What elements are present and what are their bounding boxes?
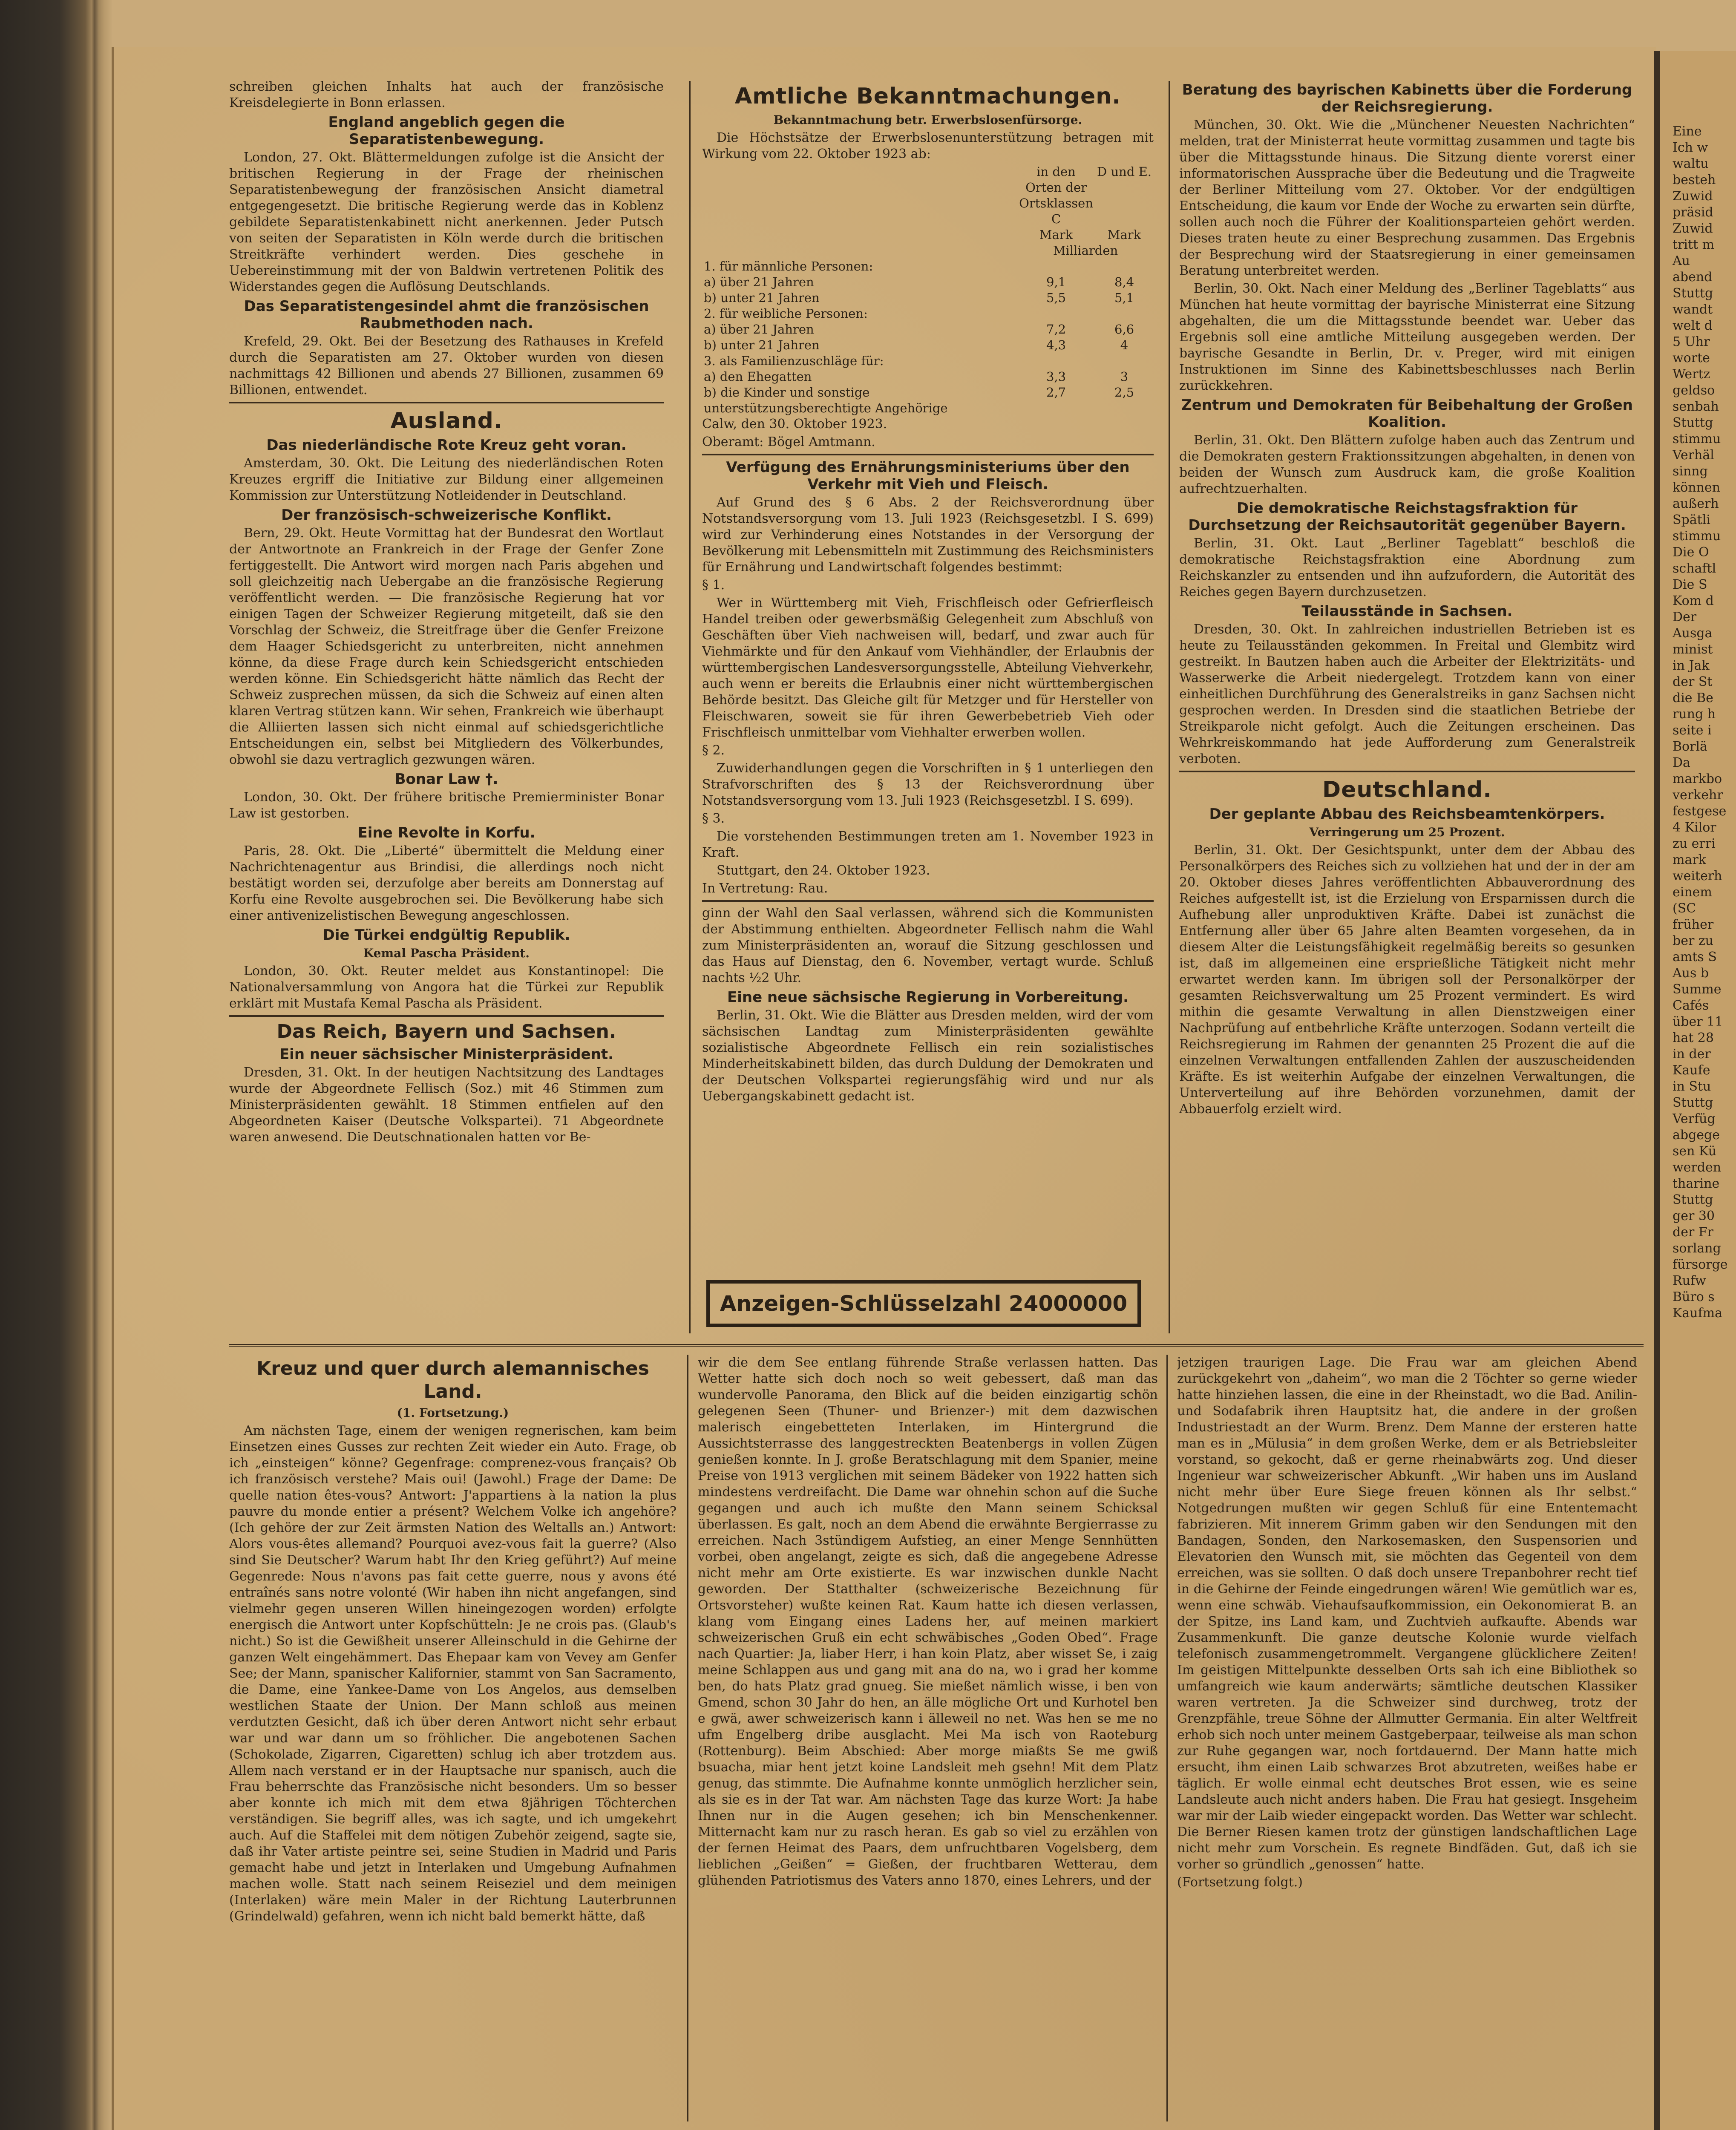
paragraph-1: § 1. bbox=[702, 578, 725, 593]
adjacent-page-edge bbox=[1654, 51, 1736, 2130]
section-amtlich: Amtliche Bekanntmachungen. bbox=[734, 83, 1121, 109]
article-paragraph-2: Zuwiderhandlungen gegen die Vorschriften in § 1 unterliegen den Strafvorschriften des § 13 der Reichsverordnung über Notstandsversorgung vom 13. Juli 1923 (Reichsgesetzbl. I S. 699). bbox=[702, 761, 1154, 808]
table-row: a) den Ehegatten 3,3 3 bbox=[704, 369, 1129, 384]
adjacent-page-line: Kaufma bbox=[1673, 1306, 1723, 1321]
table-row: 2. für weibliche Personen: bbox=[704, 306, 868, 321]
subheadline-amtlich: Bekanntmachung betr. Erwerbslosenfürsorge. bbox=[773, 113, 1082, 127]
adjacent-page-line: verkehr bbox=[1673, 788, 1723, 803]
adjacent-page-line: Borlä bbox=[1673, 739, 1707, 754]
adjacent-page-line: tritt m bbox=[1673, 237, 1715, 252]
adjacent-page-line: worte bbox=[1673, 351, 1710, 366]
adjacent-page-line: Büro s bbox=[1673, 1290, 1715, 1304]
adjacent-page-line: stimmu bbox=[1673, 432, 1721, 446]
rates-table bbox=[702, 164, 1154, 416]
adjacent-page-line: amts S bbox=[1673, 950, 1717, 964]
headline-vieh: Verfügung des Ernährungsministeriums über den Verkehr mit Vieh und Fleisch. bbox=[726, 459, 1130, 493]
adjacent-page-line: in Jak bbox=[1673, 658, 1710, 673]
subheadline-abbau: Verringerung um 25 Prozent. bbox=[1309, 825, 1505, 839]
paragraph-3: § 3. bbox=[702, 811, 725, 826]
header-unit-c: Mark bbox=[1039, 227, 1073, 242]
adjacent-page-line: Eine bbox=[1673, 124, 1702, 139]
adjacent-page-line: einem bbox=[1673, 885, 1712, 900]
feuilleton-column-1 bbox=[229, 1355, 677, 2130]
article-england: London, 27. Okt. Blättermeldungen zufolge ist die Ansicht der britischen Regierung in der Frage der rheinischen Separatistenbewegung der französischen Ansicht diametral entgegengesetzt. Die britische Regierung werde das in Koblenz gebildete Separatistenkabinett nicht anerkennen. Jeder Putsch von seiten der Separatisten in Köln werde durch die britischen Streitkräfte verhindert werden. Dies geschehe in Uebereinstimmung mit der von Baldwin vertretenen Politik des Widerstandes gegen die Auflösung Deutschlands. bbox=[229, 150, 664, 294]
column-rule bbox=[1169, 81, 1170, 1333]
adjacent-page-line: festgese bbox=[1673, 804, 1727, 819]
divider bbox=[702, 454, 1154, 455]
adjacent-page-line: in Stu bbox=[1673, 1079, 1711, 1094]
column-left bbox=[229, 79, 664, 1293]
signature: In Vertretung: Rau. bbox=[702, 881, 828, 896]
headline-separatisten: Das Separatistengesindel ahmt die französischen Raubmethoden nach. bbox=[244, 298, 649, 332]
adjacent-page-line: Zuwid bbox=[1673, 189, 1713, 204]
article-abbau: Berlin, 31. Okt. Der Gesichtspunkt, unter dem der Abbau des Personalkörpers des Reiches sich zu vollziehen hat und der in der am 20. Oktober dieses Jahres veröffentlichten Abbauverordnung des Reiches aufgestellt ist, ist die Erzielung von Ersparnissen durch die Aufhebung aller unproduktiven Kräfte. Dabei ist zunächst die Entfernung aller über 65 Jahre alten Beamten vorgesehen, da in diesem Alter die Leistungsfähigkeit regelmäßig bereits so gesunken ist, daß im allgemeinen eine ersprießliche Tätigkeit nicht mehr erwartet werden kann. Im übrigen soll der Personalkörper der gesamten Reichsverwaltung um 25 Prozent vermindert. Es wird mithin die gesamte Verwaltung in allen Dienstzweigen einer Nachprüfung auf entbehrliche Kräfte unterzogen. Sodann verteilt die Reichsregierung im Rahmen der genannten 25 Prozent die auf die einzelnen Verwaltungen entfallenden Zahlen der auszuscheidenden Kräfte. Es ist weiterhin Aufgabe der einzelnen Verwaltungen, die Unterverteilung auf ihre Behörden vorzunehmen, damit der Abbauerfolg erzielt wird. bbox=[1179, 843, 1635, 1117]
sign-name: Oberamt: Bögel Amtmann. bbox=[702, 435, 875, 449]
column-rule bbox=[1166, 1355, 1168, 2121]
adjacent-page-line: minist bbox=[1673, 642, 1713, 657]
headline-konflikt: Der französisch-schweizerische Konflikt. bbox=[281, 507, 612, 524]
article-ministerpraesident: Dresden, 31. Okt. In der heutigen Nachtsitzung des Landtages wurde der Abgeordnete Fellisch (Soz.) mit 46 Stimmen zum Ministerpräsidenten gewählt. 18 Stimmen entfielen auf den Abgeordneten Kaiser (Deutsche Volkspartei). 71 Abgeordnete waren anwesend. Die Deutschnationalen hatten vor Be- bbox=[229, 1065, 664, 1145]
table-row: b) die Kinder und sonstige unterstützungsberechtigte Angehörige 2,7 2,5 bbox=[704, 385, 1134, 415]
adjacent-page-line: hat 28 bbox=[1673, 1030, 1714, 1045]
table-row: a) über 21 Jahren 9,1 8,4 bbox=[704, 275, 1134, 289]
adjacent-page-line: in der bbox=[1673, 1047, 1711, 1062]
divider bbox=[229, 402, 664, 403]
ad-key-number-box: Anzeigen-Schlüsselzahl 24000000 bbox=[706, 1280, 1141, 1327]
feuilleton-rule bbox=[229, 1344, 1644, 1347]
article-paragraph-1: Wer in Württemberg mit Vieh, Frischfleisch oder Gefrierfleisch Handel treiben oder gewerbsmäßig Gelegenheit zum Abschluß von Geschäften über Vieh nachweisen will, bedarf, und zwar auch für Viehmärkte und für den Ankauf vom Viehhändler, der Erlaubnis der württembergischen Landesversorgungsstelle, Abteilung Viehverkehr, auch wenn er bereits die Erlaubnis einer nicht württembergischen Behörde besitzt. Das Gleiche gilt für Metzger und für Hersteller von Fleischwaren, soweit sie für ihren Gewerbebetrieb Vieh oder Frischfleisch unmittelbar vom Viehhalter erwerben wollen. bbox=[702, 596, 1154, 740]
adjacent-page-text bbox=[1673, 124, 1736, 1321]
adjacent-page-line: schaftl bbox=[1673, 561, 1716, 576]
newspaper-page bbox=[112, 47, 1656, 2130]
adjacent-page-line: Stuttg bbox=[1673, 1095, 1713, 1110]
article-bayern-2: Berlin, 30. Okt. Nach einer Meldung des „Berliner Tageblatts“ aus München hat heute vormittag der bayrische Ministerrat eine Sitzung abgehalten, die um die Mittagsstunde beendet war. Ueber das Ergebnis soll eine amtliche Mitteilung ausgegeben werden. Der bayrische Gesandte in Berlin, Dr. v. Preger, wird mit einigen Instruktionen im Sinne des Kabinettsbeschlusses nach Berlin zurückkehren. bbox=[1179, 281, 1635, 393]
article-saechsische-regierung: Berlin, 31. Okt. Wie die Blätter aus Dresden melden, wird der vom sächsischen Landtag zum Ministerpräsidenten gewählte sozialistische Abgeordnete Fellisch ein rein sozialistisches Minderheitskabinett bilden, das durch Duldung der Demokraten und der Deutschen Volkspartei regierungsfähig wird und nur als Uebergangskabinett gedacht ist. bbox=[702, 1008, 1154, 1104]
article-zentrum: Berlin, 31. Okt. Den Blättern zufolge haben auch das Zentrum und die Demokraten gestern Fraktionssitzungen abgehalten, in denen von beiden der Wunsch zum Ausdruck kam, die große Koalition aufrechtzuerhalten. bbox=[1179, 433, 1635, 496]
adjacent-page-line: besteh bbox=[1673, 173, 1716, 187]
adjacent-page-line: Ich w bbox=[1673, 140, 1708, 155]
article-demokraten: Berlin, 31. Okt. Laut „Berliner Tageblatt“ beschloß die demokratische Reichstagsfraktion eine Abordnung zum Reichskanzler zu entsenden und ihn aufzufordern, die Autorität des Reiches gegen Bayern durchzusetzen. bbox=[1179, 536, 1635, 599]
adjacent-page-line: wandt bbox=[1673, 302, 1713, 317]
adjacent-page-line: Ausga bbox=[1673, 626, 1713, 641]
adjacent-page-line: Kom d bbox=[1673, 593, 1714, 608]
article-continuation: ginn der Wahl den Saal verlassen, während sich die Kommunisten der Abstimmung enthielten. Abgeordneter Fellisch nahm die Wahl zum Ministerpräsidenten an, worauf die Sitzung geschlossen und das Haus auf Dienstag, den 6. November, vertagt wurde. Schluß nachts ½2 Uhr. bbox=[702, 906, 1154, 985]
headline-demokraten: Die demokratische Reichstagsfraktion für Durchsetzung der Reichsautorität gegenüber Bayern. bbox=[1188, 500, 1626, 534]
adjacent-page-line: außerh bbox=[1673, 496, 1719, 511]
adjacent-page-line: seite i bbox=[1673, 723, 1712, 738]
headline-england: England angeblich gegen die Separatistenbewegung. bbox=[328, 114, 565, 148]
headline-ministerpraesident: Ein neuer sächsischer Ministerpräsident. bbox=[279, 1046, 614, 1063]
adjacent-page-line: Verhäl bbox=[1673, 448, 1714, 463]
feuilleton-text-3: jetzigen traurigen Lage. Die Frau war am gleichen Abend zurückgekehrt von „daheim“, wo man die 2 Töchter so gerne wieder hatte hinziehen lassen, die eine in der Rheinstadt, wo die Bad. Anilin- und Sodafabrik ihren Hauptsitz hat, die andere in der großen Industriestadt an der Wurm. Brenz. Dem Manne der ersteren hatte man es in „Mülusia“ in dem großen Werke, dem er als Betriebsleiter vorstand, so gekocht, daß er gerne rheinabwärts zog. Und dieser Ingenieur war schweizerischer Abkunft. „Wir haben uns im Ausland nicht mehr über Eure Siege freuen können als Ihr selbst.“ Notgedrungen mußten wir gegen Schluß für eine Ententemacht fabrizieren. Mit innerem Grimm gaben wir den Sendungen mit den Bandagen, Sonden, den Narkosemasken, den Suspensorien und Elevatorien den Wunsch mit, sie möchten das Gegenteil von dem erreichen, was sie sollten. O daß doch unsere Trepanbohrer recht tief in die Gehirne der Feinde eingedrungen wären! Wie gemütlich war es, wenn eine schwäb. Viehaufsaufkommission, ein Oekonomierat B. an der Spitze, ins Land kam, und Zuchtvieh aufkaufte. Abends war Zusammenkunft. Die ganze deutsche Kolonie wurde vielfach telefonisch zusammengetrommelt. Vergangene glücklichere Zeiten! Im geistigen Mittelpunkte desselben Orts sah ich eine Bibliothek so umfangreich wie kaum anderwärts; sämtliche deutschen Klassiker waren vertreten. Ja die Schweizer sind durchweg, trotz der Grenzpfähle, treue Söhne der Allmutter Germania. Ein alter Weltfreit erhob sich noch unter meinem Gastgeberpaar, teilweise als man schon zur Ruhe gegangen war, noch fortdauernd. Der Mann hatte mich ersucht, ihm einen Laib schwarzes Brot abzutreten, weißes habe er täglich. Er wolle einmal echt deutsches Brot essen, wie es seine Landsleute auch nicht anders haben. Die Frau hat gesiegt. Insgeheim war mir der Laib wieder eingepackt worden. Das Wetter war schlecht. Die Berner Riesen kamen trotz der günstigen landschaftlichen Lage nicht mehr zum Vorschein. Es regnete Bindfäden. Gut, daß ich sie vorher so gründlich „genossen“ hatte. bbox=[1177, 1355, 1637, 1872]
divider bbox=[1179, 771, 1635, 772]
adjacent-page-line: Stuttg bbox=[1673, 1192, 1713, 1207]
article-teilausstaende: Dresden, 30. Okt. In zahlreichen industriellen Betrieben ist es heute zu Teilausständen gekommen. In Freital und Glembitz wird gestreikt. In Bautzen haben auch die Arbeiter der Elektrizitäts- und Wasserwerke die Arbeit niedergelegt. Trotzdem kann von einer einheitlichen Durchführung des Generalstreiks in ganz Sachsen nicht gesprochen werden. In Dresden sind die staatlichen Betriebe der Streikparole nicht gefolgt. Auch die Zeitungen erscheinen. Das Wehrkreiskommando hat jede Aufforderung zum Generalstreik verboten. bbox=[1179, 622, 1635, 766]
adjacent-page-line: können bbox=[1673, 480, 1720, 495]
adjacent-page-line: Zuwid bbox=[1673, 221, 1713, 236]
adjacent-page-line: präsid bbox=[1673, 205, 1713, 220]
feuilleton-text-1: Am nächsten Tage, einem der wenigen regnerischen, kam beim Einsetzen eines Gusses zur rechten Zeit wieder ein Auto. Frage, ob ich „einsteigen“ könne? Gegenfrage: comprenez-vous français? Ob ich französisch verstehe? Mais oui! (Jawohl.) Frage der Dame: De quelle nation êtes-vous? Antwort: J'appartiens à la nation la plus pauvre du monde entier a présent? Welchem Volke ich angehöre? (Ich gehöre der zur Zeit ärmsten Nation des Weltalls an.) Antwort: Alors vous-êtes allemand? Pourquoi avez-vous fait la guerre? (Also sind Sie Deutscher? Warum habt Ihr den Krieg geführt?) Auf meine Gegenrede: Nous n'avons pas fait cette guerre, nous y avons été entraînés sans notre volonté (Wir haben ihn nicht angefangen, sind vielmehr gegen unseren Willen hineingezogen worden) erfolgte energisch die Antwort unter Kopfschütteln: Je ne crois pas. (Glaub's nicht.) So ist die Gewißheit unserer Alleinschuld in die Gehirne der ganzen Welt eingehämmert. Das Ehepaar kam von Vevey am Genfer See; der Mann, spanischer Kalifornier, stammt von San Sacramento, die Dame, eine Yankee-Dame von Los Angelos, aus demselben westlichen Staate der Union. Der Mann schloß aus meinen verdutzten Gesicht, daß ich über deren Antwort nicht sehr erbaut war und war dann um so fröhlicher. Die angebotenen Sachen (Schokolade, Zigarren, Cigaretten) schlug ich aber trotzdem aus. Allem nach verstand er in der Hauptsache nur spanisch, auch die Frau beherrschte das Französische nicht besonders. Um so besser aber konnte ich mich mit dem etwa 8jährigen Töchterchen verständigen. Sie begriff alles, was ich sagte, und ich umgekehrt auch. Auf die Staffelei mit dem nötigen Zubehör zeigend, sagte sie, daß ihr Vater artiste peintre sei, seine Studien in Madrid und Paris gemacht habe und jetzt in Interlaken und Umgebung Aufnahmen machen wolle. Statt nach seinem Reiseziel und dem meinigen (Interlaken) wäre mein Maler in der Richtung Lauterbrunnen (Grindelwald) gefahren, wenn ich nicht bald bemerkt hätte, daß bbox=[229, 1423, 677, 1924]
article-amtlich: Die Höchstsätze der Erwerbslosenunterstützung betragen mit Wirkung vom 22. Oktober 1923 ab: bbox=[702, 130, 1154, 161]
subheadline-tuerkei: Kemal Pascha Präsident. bbox=[363, 946, 530, 960]
adjacent-page-line: sorlang bbox=[1673, 1241, 1721, 1256]
headline-bayern: Beratung des bayrischen Kabinetts über die Forderung der Reichsregierung. bbox=[1182, 81, 1632, 115]
header-class-de: D und E. bbox=[1097, 164, 1152, 179]
table-row: b) unter 21 Jahren 4,3 4 bbox=[704, 338, 1129, 352]
adjacent-page-line: der St bbox=[1673, 674, 1713, 689]
adjacent-page-line: sen Kü bbox=[1673, 1144, 1717, 1159]
adjacent-page-line: Kaufe bbox=[1673, 1063, 1710, 1078]
headline-tuerkei: Die Türkei endgültig Republik. bbox=[322, 927, 570, 944]
adjacent-page-line: werden bbox=[1673, 1160, 1722, 1175]
table-row: 1. für männliche Personen: bbox=[704, 259, 873, 273]
adjacent-page-line: markbo bbox=[1673, 771, 1722, 786]
top-text: schreiben gleichen Inhalts hat auch der französische Kreisdelegierte in Bonn erlassen. bbox=[229, 79, 664, 110]
adjacent-page-line: stimmu bbox=[1673, 529, 1721, 544]
adjacent-page-line: Stuttg bbox=[1673, 286, 1713, 301]
headline-bonar-law: Bonar Law †. bbox=[394, 771, 498, 788]
headline-korfu: Eine Revolte in Korfu. bbox=[357, 824, 535, 841]
adjacent-page-line: senbah bbox=[1673, 399, 1719, 414]
adjacent-page-line: (SC bbox=[1673, 901, 1696, 916]
adjacent-page-line: über 11 bbox=[1673, 1014, 1723, 1029]
adjacent-page-line: der Fr bbox=[1673, 1225, 1713, 1240]
adjacent-page-line: welt d bbox=[1673, 318, 1713, 333]
section-reich: Das Reich, Bayern und Sachsen. bbox=[276, 1021, 616, 1042]
adjacent-page-line: Au bbox=[1673, 253, 1690, 268]
adjacent-page-line: sinng bbox=[1673, 464, 1708, 479]
sign-place: Calw, den 30. Oktober 1923. bbox=[702, 417, 887, 432]
adjacent-page-line: Rufw bbox=[1673, 1273, 1706, 1288]
article-korfu: Paris, 28. Okt. Die „Liberté“ übermittelt die Meldung einer Nachrichtenagentur aus Brindisi, die allerdings noch nicht bestätigt worden sei, derzufolge aber bereits am Donnerstag auf Korfu eine Revolte ausgebrochen sei. Die Bevölkerung habe sich einer antivenizelistischen Bewegung angeschlossen. bbox=[229, 843, 664, 923]
adjacent-page-line: ger 30 bbox=[1673, 1209, 1715, 1223]
divider bbox=[702, 900, 1154, 902]
paragraph-2: § 2. bbox=[702, 743, 725, 758]
divider bbox=[229, 1015, 664, 1017]
feuilleton-text-2: wir die dem See entlang führende Straße verlassen hatten. Das Wetter hatte sich doch noch so weit gebessert, daß man das wundervolle Panorama, den Blick auf die beiden einzigartig schön gelegenen Seen (Thuner- und Brienzer-) mit dem dazwischen malerisch eingebetteten Interlaken, im Hintergrund die Aussichtsterrasse des langgestreckten Beatenbergs in vollen Zügen genießen konnte. In J. große Beratschlagung mit dem Spanier, meine Preise von 1913 verglichen mit seinem Bädeker von 1922 hatten sich mindestens verdreifacht. Die Dame war ohnehin schon auf die Suche gegangen und auch ich mußte den Mann seinem Schicksal überlassen. Es galt, noch an dem Abend die erwähnte Bergierrasse zu erreichen. Nach 3stündigem Aufstieg, an einer Menge Sennhütten vorbei, oben angelangt, zeigte es sich, daß die angegebene Adresse nicht mehr am Orte existierte. Es war inzwischen dunkle Nacht geworden. Der Statthalter (schweizerische Bezeichnung für Ortsvorsteher) wußte keinen Rat. Kaum hatte ich diesen verlassen, klang vom Eingang eines Ladens her, auf meinen markiert schweizerischen Gruß ein echt schwäbisches „Goden Obed“. Frage nach Quartier: Ja, liaber Herr, i han koin Platz, aber wisset Se, i zaig meine Schlappen aus und gang mit ana do na, wo i grad her komme ben, do hats Platz grad gnueg. Sie mießet nämlich wisse, i ben von Gmend, schon 30 Jahr do hen, an älle mögliche Ort und Kurhotel ben e gwä, awer schweizerisch kann i älleweil no net. Was hen se me no ufm Engelberg dribe ausglacht. Mei Ma isch von Raoteburg (Rottenburg). Beim Abschied: Aber morge miaßts Se me gwiß bsuacha, miar hent jetzt koine Landsleit meh gsehn! Mit dem Platz genug, das stimmte. Die Aufnahme konnte unmöglich herzlicher sein, als sie es in der Tat war. Am nächsten Tage das kurze Wort: Ja habe Ihnen nur in die Augen gesehen; ich bin Menschenkenner. Mitternacht kam nur zu rasch heran. Es gab so viel zu erzählen von der fernen Heimat des Paars, dem unfruchtbaren Vogelsberg, dem lieblichen „Geißen“ = Gießen, der fruchtbaren Wetterau, dem glühenden Patriotismus des Vaters anno 1870, eines Lehrers, und der bbox=[698, 1355, 1158, 1888]
adjacent-page-line: Verfüg bbox=[1673, 1111, 1716, 1126]
adjacent-page-line: Wertz bbox=[1673, 367, 1710, 382]
adjacent-page-line: Die O bbox=[1673, 545, 1709, 560]
headline-saechsische-regierung: Eine neue sächsische Regierung in Vorbereitung. bbox=[727, 989, 1129, 1006]
adjacent-page-line: rung h bbox=[1673, 707, 1716, 722]
adjacent-page-line: Spätli bbox=[1673, 512, 1710, 527]
adjacent-page-line: früher bbox=[1673, 917, 1714, 932]
adjacent-page-line: Da bbox=[1673, 755, 1690, 770]
article-vieh: Auf Grund des § 6 Abs. 2 der Reichsverordnung über Notstandsversorgung vom 13. Juli 1923 (Reichsgesetzbl. I S. 699) wird zur Verhinderung eines Notstandes in der Versorgung der Bevölkerung mit Lebensmitteln mit Zustimmung des Reichsministers für Ernährung und Landwirtschaft folgendes bestimmt: bbox=[702, 495, 1154, 575]
adjacent-page-line: Stuttg bbox=[1673, 415, 1713, 430]
adjacent-page-line: abend bbox=[1673, 270, 1713, 285]
article-rotes-kreuz: Amsterdam, 30. Okt. Die Leitung des niederländischen Roten Kreuzes ergriff die Initiative zur Bildung einer allgemeinen Kommission zur Unterstützung Notleidender in Deutschland. bbox=[229, 456, 664, 503]
headline-teilausstaende: Teilausstände in Sachsen. bbox=[1301, 603, 1513, 620]
headline-zentrum: Zentrum und Demokraten für Beibehaltung der Großen Koalition. bbox=[1181, 397, 1633, 431]
adjacent-page-line: Summe bbox=[1673, 982, 1722, 997]
adjacent-page-line: zu erri bbox=[1673, 836, 1716, 851]
column-rule bbox=[687, 1355, 688, 2121]
headline-rotes-kreuz: Das niederländische Rote Kreuz geht voran. bbox=[266, 437, 627, 454]
adjacent-page-line: weiterh bbox=[1673, 869, 1722, 884]
adjacent-page-line: Cafés bbox=[1673, 998, 1709, 1013]
adjacent-page-line: fürsorge bbox=[1673, 1257, 1728, 1272]
adjacent-page-line: geldso bbox=[1673, 383, 1715, 398]
feuilleton-subtitle: (1. Fortsetzung.) bbox=[397, 1406, 509, 1420]
adjacent-page-line: waltu bbox=[1673, 156, 1709, 171]
section-deutschland: Deutschland. bbox=[1322, 777, 1492, 803]
article-separatisten: Krefeld, 29. Okt. Bei der Besetzung des Rathauses in Krefeld durch die Separatisten am 27. Oktober wurden von diesen nachmittags 42 Billionen und abends 27 Billionen, zusammen 69 Billionen, entwendet. bbox=[229, 334, 664, 397]
table-row: a) über 21 Jahren 7,2 6,6 bbox=[704, 322, 1134, 337]
column-rule bbox=[689, 81, 691, 1333]
adjacent-page-line: 4 Kilor bbox=[1673, 820, 1716, 835]
adjacent-page-line: 5 Uhr bbox=[1673, 334, 1710, 349]
article-paragraph-3: Die vorstehenden Bestimmungen treten am 1. November 1923 in Kraft. bbox=[702, 829, 1154, 860]
feuilleton-column-2 bbox=[698, 1355, 1158, 2130]
section-ausland: Ausland. bbox=[390, 408, 503, 434]
article-bonar-law: London, 30. Okt. Der frühere britische Premierminister Bonar Law ist gestorben. bbox=[229, 790, 664, 821]
adjacent-page-line: Aus b bbox=[1673, 966, 1709, 981]
feuilleton-title: Kreuz und quer durch alemannisches Land. bbox=[256, 1358, 649, 1402]
feuilleton-end: (Fortsetzung folgt.) bbox=[1177, 1875, 1303, 1890]
feuilleton-column-3 bbox=[1177, 1355, 1637, 2130]
adjacent-page-line: abgege bbox=[1673, 1128, 1720, 1143]
article-bayern: München, 30. Okt. Wie die „Münchener Neuesten Nachrichten“ melden, trat der Ministerrat heute vormittag zusammen und tagte bis über die Mittagsstunde hinaus. Die Sitzung diente vorerst einer informatorischen Aussprache über die Bedeutung und die Tragweite der Berliner Mitteilung vom 27. Oktober. Vor der endgültigen Entscheidung, die kaum vor Ende der Woche zu erwarten sein dürfte, sollen auch noch die Führer der Koalitionsparteien gehört werden. Dieses traten heute zu einer Besprechung zusammen. Das Ergebnis der Besprechung wird der Staatsregierung in einer gemeinsamen Beratung unterbreitet werden. bbox=[1179, 118, 1635, 278]
adjacent-page-line: Der bbox=[1673, 610, 1697, 625]
article-tuerkei: London, 30. Okt. Reuter meldet aus Konstantinopel: Die Nationalversammlung von Angora hat die Türkei zur Republik erklärt mit Mustafa Kemal Pascha als Präsident. bbox=[229, 964, 664, 1011]
date-line: Stuttgart, den 24. Oktober 1923. bbox=[717, 863, 930, 878]
column-middle bbox=[702, 79, 1154, 1297]
table-row: 3. als Familienzuschläge für: bbox=[704, 354, 884, 368]
headline-abbau: Der geplante Abbau des Reichsbeamtenkörpers. bbox=[1209, 806, 1605, 823]
header-unit-de: Mark bbox=[1107, 227, 1141, 242]
adjacent-page-line: die Be bbox=[1673, 691, 1713, 705]
adjacent-page-line: ber zu bbox=[1673, 933, 1713, 948]
table-row: b) unter 21 Jahren 5,5 5,1 bbox=[704, 291, 1134, 305]
column-right bbox=[1179, 79, 1635, 1331]
header-unit: Milliarden bbox=[1053, 243, 1118, 258]
adjacent-page-line: Die S bbox=[1673, 577, 1707, 592]
article-konflikt: Bern, 29. Okt. Heute Vormittag hat der Bundesrat den Wortlaut der Antwortnote an Frankreich in der Frage der Genfer Zone fertiggestellt. Die Antwort wird morgen nach Paris abgehen und soll gleichzeitig nach Uebergabe an die französische Regierung veröffentlicht werden. — Die französische Regierung hat vor einigen Tagen der Schweizer Regierung mitgeteilt, daß sie den Vorschlag der Schweiz, die Streitfrage über die Genfer Freizone dem Haager Schiedsgericht zu unterbreiten, nicht annehmen könne, da diese Frage durch kein Schiedsgericht entschieden werden könne. Ein Schiedsgericht hätte nämlich das Recht der Schweiz zusprechen müssen, da sich die Schweiz auf einen alten klaren Vertrag stützen kann. Wir sehen, Frankreich wie überhaupt die Alliierten lassen sich nicht einmal auf schiedsgerichtliche Entscheidungen ein, selbst bei Mitgliedern des Völkerbundes, obwohl sie dazu vertraglich gezwungen wären. bbox=[229, 526, 664, 767]
adjacent-page-line: mark bbox=[1673, 852, 1706, 867]
header-class-c: in den Orten der Ortsklassen C bbox=[1019, 164, 1093, 226]
adjacent-page-line: tharine bbox=[1673, 1176, 1720, 1191]
